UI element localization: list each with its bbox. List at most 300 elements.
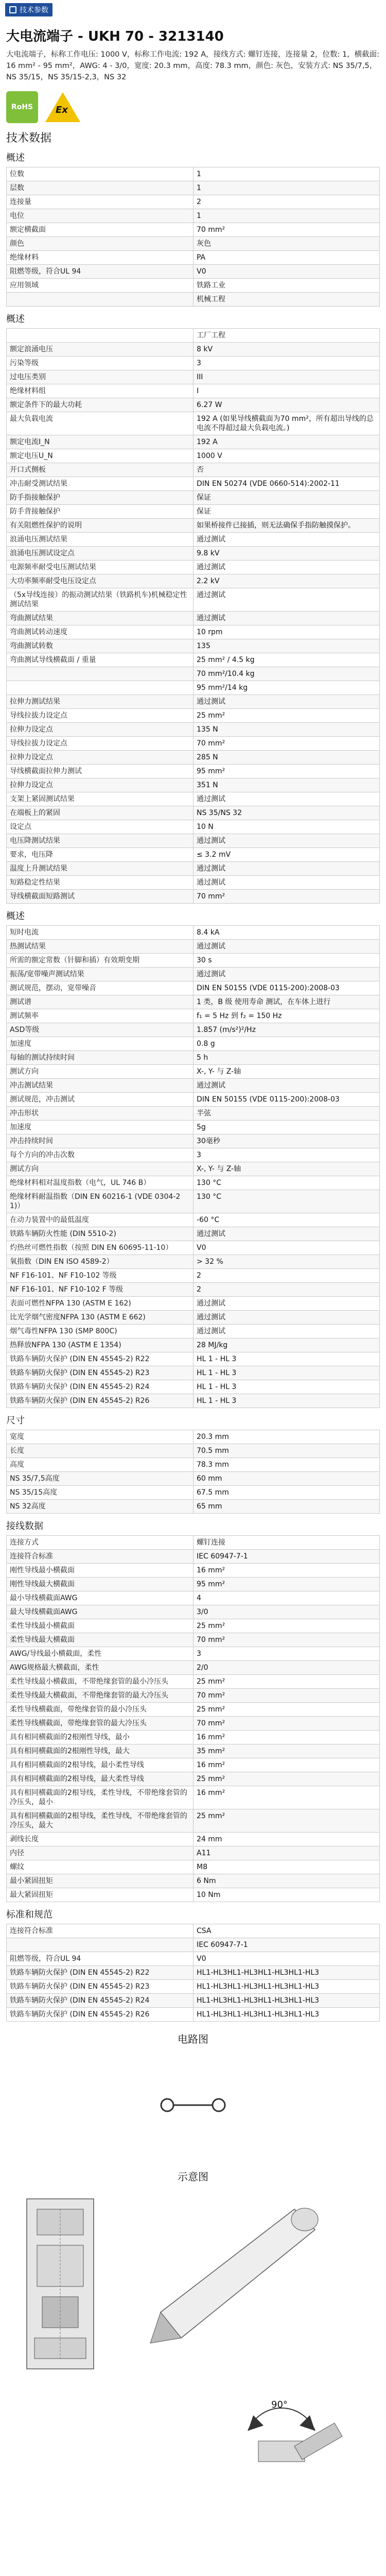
spec-value: 25 mm² (194, 1772, 380, 1786)
spec-value: 25 mm² (194, 1703, 380, 1717)
table-row (7, 1190, 380, 1213)
terminal-block-drawing (27, 2199, 94, 2369)
table-row (7, 1966, 380, 1980)
spec-value: NS 35/NS 32 (194, 806, 380, 820)
spec-key: 测试频率 (7, 1009, 194, 1023)
spec-key: 防手背接触保护 (7, 505, 194, 519)
spec-key: 导线横截面短路测试 (7, 890, 194, 904)
spec-key: 铁路车辆防火保护 (DIN EN 45545-2) R23 (7, 1366, 194, 1380)
tech-params-badge[interactable] (5, 3, 52, 16)
spec-value: 135 N (194, 723, 380, 737)
table-row (7, 588, 380, 612)
spec-value: HL1-HL3HL1-HL3HL1-HL3HL1-HL3 (194, 2008, 380, 2022)
spec-value: 70 mm² (194, 737, 380, 751)
spec-value: 70 mm² (194, 890, 380, 904)
table-row (7, 547, 380, 561)
table-row (7, 477, 380, 491)
table-row (7, 1430, 380, 1444)
spec-key: 弯曲测试转动速度 (7, 625, 194, 639)
table-row (7, 1619, 380, 1633)
spec-key: 铁路车辆防火保护 (DIN EN 45545-2) R24 (7, 1380, 194, 1394)
spec-value: 1 类，B 级 使用寿命 测试，在车体上进行 (194, 995, 380, 1009)
spec-key: 在动力装置中的最低温度 (7, 1213, 194, 1227)
spec-key: 短时电流 (7, 926, 194, 940)
spec-value: 通过测试 (194, 792, 380, 806)
spec-key: 电位 (7, 209, 194, 223)
spec-key: 连接方式 (7, 1536, 194, 1550)
table-row (7, 1107, 380, 1121)
schematic-svg (6, 2189, 380, 2477)
spec-value: DIN EN 50274 (VDE 0660-514):2002-11 (194, 477, 380, 491)
spec-value: 5 h (194, 1051, 380, 1065)
spec-value: 1 (194, 209, 380, 223)
spec-key: 具有相同横截面的2根导线，柔性导线，不带绝缘套管的冷压头，最小 (7, 1786, 194, 1809)
table-row (7, 1079, 380, 1093)
spec-value: -60 °C (194, 1213, 380, 1227)
spec-key: 高度 (7, 1458, 194, 1472)
spec-key: 铁路车辆防火保护 (DIN EN 45545-2) R24 (7, 1994, 194, 2008)
spec-key: 导线拉拔力设定点 (7, 709, 194, 723)
spec-key: 刚性导线最小横截面 (7, 1564, 194, 1578)
spec-key: 柔性导线最大横截面 (7, 1633, 194, 1647)
spec-value: 95 mm² (194, 1578, 380, 1591)
spec-key: 测试谱 (7, 995, 194, 1009)
spec-key: 最大紧固扭矩 (7, 1888, 194, 1902)
spec-key: 铁路车辆防火保护 (DIN EN 45545-2) R22 (7, 1966, 194, 1980)
spec-value: 否 (194, 463, 380, 477)
spec-key: 烟气毒性NFPA 130 (SMP 800C) (7, 1325, 194, 1338)
spec-key: 拉伸力设定点 (7, 778, 194, 792)
table-row (7, 412, 380, 435)
spec-key: 铁路车辆防火保护 (DIN EN 45545-2) R22 (7, 1352, 194, 1366)
spec-key: 柔性导线横截面，带绝缘套管的最小冷压头 (7, 1703, 194, 1717)
table-row (7, 561, 380, 574)
table-row (7, 1148, 380, 1162)
spec-key: 铁路车辆防火保护 (DIN EN 45545-2) R26 (7, 2008, 194, 2022)
spec-value: 2 (194, 1269, 380, 1283)
spec-value: 30毫秒 (194, 1134, 380, 1148)
spec-key: 绝缘材料耐温指数（DIN EN 60216-1 (VDE 0304-21)） (7, 1190, 194, 1213)
table-row (7, 1311, 380, 1325)
spec-key: 测试方向 (7, 1065, 194, 1079)
table-row (7, 384, 380, 398)
spec-value: 通过测试 (194, 834, 380, 848)
spec-key: 加速度 (7, 1121, 194, 1134)
spec-key: 位数 (7, 167, 194, 181)
table-row (7, 279, 380, 293)
spec-key: 大功率频率耐受电压设定点 (7, 574, 194, 588)
spec-key: 拉伸力设定点 (7, 723, 194, 737)
spec-key: 要求，电压降 (7, 848, 194, 862)
spec-key: （5x导线连接）的振动测试结果（铁路机车)机械稳定性测试结果 (7, 588, 194, 612)
spec-key: 测试方向 (7, 1162, 194, 1176)
spec-value: 通过测试 (194, 612, 380, 625)
spec-value: V0 (194, 1241, 380, 1255)
table-row (7, 1394, 380, 1408)
spec-key: 具有相同横截面的2根刚性导线，最大 (7, 1744, 194, 1758)
spec-value: X-, Y- 与 Z-轴 (194, 1065, 380, 1079)
table-row (7, 1093, 380, 1107)
table-row (7, 848, 380, 862)
spec-value: 192 A (194, 435, 380, 449)
spec-value: I (194, 384, 380, 398)
tech-data-heading: 技术数据 (6, 132, 52, 145)
table-row (7, 1860, 380, 1874)
spec-value: 1 (194, 181, 380, 195)
spec-value: 10 rpm (194, 625, 380, 639)
table-row (7, 834, 380, 848)
table-row (7, 709, 380, 723)
spec-value: 3 (194, 357, 380, 370)
table-row (7, 1578, 380, 1591)
spec-key: 宽度 (7, 1430, 194, 1444)
spec-value: 如果桥接件已接插，则无法确保手指防触摸保护。 (194, 519, 380, 533)
spec-value: 16 mm² (194, 1564, 380, 1578)
spec-value: 25 mm² (194, 709, 380, 723)
section-heading: 概述 (6, 152, 25, 163)
spec-value: 螺钉连接 (194, 1536, 380, 1550)
certification-logos (6, 91, 380, 123)
spec-key: 在端板上的紧固 (7, 806, 194, 820)
spec-value: 2/0 (194, 1661, 380, 1675)
spec-value: IEC 60947-7-1 (194, 1550, 380, 1564)
spec-value: 6.27 W (194, 398, 380, 412)
spec-value: 70 mm² (194, 1717, 380, 1731)
spec-key: 颜色 (7, 237, 194, 251)
spec-value: 通过测试 (194, 588, 380, 612)
spec-key: 防手指接触保护 (7, 491, 194, 505)
table-row (7, 792, 380, 806)
table-row (7, 1661, 380, 1675)
spec-value: 285 N (194, 751, 380, 765)
table-row (7, 1924, 380, 1938)
table-row (7, 1121, 380, 1134)
table-row (7, 505, 380, 519)
section-heading: 接线数据 (6, 1521, 43, 1532)
spec-value: III (194, 370, 380, 384)
table-row (7, 1809, 380, 1833)
spec-key: 导线横截面拉伸力测试 (7, 765, 194, 778)
badge-label: 技术参数 (20, 6, 48, 14)
spec-value: 工厂工程 (194, 329, 380, 343)
spec-value: 70.5 mm (194, 1444, 380, 1458)
spec-key: 热测试结果 (7, 940, 194, 954)
table-row (7, 2008, 380, 2022)
spec-key: 温度上升测试结果 (7, 862, 194, 876)
spec-key: 开口式侧板 (7, 463, 194, 477)
spec-key: 额定电流I_N (7, 435, 194, 449)
spec-key: 振荡/宽带噪声测试结果 (7, 968, 194, 981)
table-row (7, 1888, 380, 1902)
spec-sections (0, 150, 386, 2022)
spec-value: ≤ 3.2 mV (194, 848, 380, 862)
table-row (7, 1176, 380, 1190)
spec-key: 冲击持续时间 (7, 1134, 194, 1148)
spec-value: 10 N (194, 820, 380, 834)
spec-value: 95 mm²/14 kg (194, 681, 380, 695)
table-row (7, 1874, 380, 1888)
spec-key: 电压降测试结果 (7, 834, 194, 848)
spec-value: 1.857 (m/s²)²/Hz (194, 1023, 380, 1037)
spec-key: 应用领域 (7, 279, 194, 293)
spec-key: 弯曲测试结果 (7, 612, 194, 625)
spec-key: ASD等级 (7, 1023, 194, 1037)
table-row (7, 1338, 380, 1352)
table-row (7, 195, 380, 209)
table-row (7, 1703, 380, 1717)
spec-value: V0 (194, 265, 380, 279)
table-row (7, 251, 380, 265)
spec-key: 具有相同横截面的2根导线，最大柔性导线 (7, 1772, 194, 1786)
spec-key: 具有相同横截面的2根刚性导线，最小 (7, 1731, 194, 1744)
spec-key: 浪涌电压测试设定点 (7, 547, 194, 561)
spec-value: 通过测试 (194, 1311, 380, 1325)
spec-key: 连接量 (7, 195, 194, 209)
table-row (7, 265, 380, 279)
spec-value: 9.8 kV (194, 547, 380, 561)
spec-key (7, 293, 194, 307)
spec-key: 螺纹 (7, 1860, 194, 1874)
table-row (7, 765, 380, 778)
spec-value: 24 mm (194, 1833, 380, 1846)
table-row (7, 625, 380, 639)
spec-key: NF F16-101、NF F10-102 F 等级 (7, 1283, 194, 1297)
spec-value: 4 (194, 1591, 380, 1605)
table-row (7, 681, 380, 695)
table-row (7, 1009, 380, 1023)
spec-key: 短路稳定性结果 (7, 876, 194, 890)
spec-key: 污染等级 (7, 357, 194, 370)
spec-table (6, 167, 380, 307)
spec-value: 20.3 mm (194, 1430, 380, 1444)
table-row (7, 1731, 380, 1744)
spec-key: 浪涌电压测试结果 (7, 533, 194, 547)
table-row (7, 1366, 380, 1380)
table-row (7, 940, 380, 954)
spec-value: 65 mm (194, 1500, 380, 1514)
table-row (7, 1297, 380, 1311)
table-row (7, 1023, 380, 1037)
spec-key: 热释放NFPA 130 (ASTM E 1354) (7, 1338, 194, 1352)
table-row (7, 1213, 380, 1227)
spec-value: 16 mm² (194, 1731, 380, 1744)
table-row (7, 1486, 380, 1500)
spec-value: 25 mm² / 4.5 kg (194, 653, 380, 667)
spec-value: 灰色 (194, 237, 380, 251)
spec-value: HL 1 - HL 3 (194, 1352, 380, 1366)
table-row (7, 876, 380, 890)
section-heading: 概述 (6, 911, 25, 922)
spec-key: 阻燃等级，符合UL 94 (7, 1952, 194, 1966)
spec-key: 柔性导线横截面，带绝缘套管的最大冷压头 (7, 1717, 194, 1731)
spec-value: 30 s (194, 954, 380, 968)
spec-value: 5g (194, 1121, 380, 1134)
spec-value: 16 mm² (194, 1758, 380, 1772)
spec-value: 0.8 g (194, 1037, 380, 1051)
spec-key: 最大负载电流 (7, 412, 194, 435)
spec-key: 连接符合标准 (7, 1924, 194, 1938)
table-row (7, 1283, 380, 1297)
spec-key: 冲击耐受测试结果 (7, 477, 194, 491)
table-row (7, 1037, 380, 1051)
spec-value: 2.2 kV (194, 574, 380, 588)
spec-key (7, 667, 194, 681)
spec-key: 测试规范，冲击测试 (7, 1093, 194, 1107)
table-row (7, 954, 380, 968)
terminal-left-icon (161, 2099, 173, 2111)
spec-value: 25 mm² (194, 1675, 380, 1689)
spec-value: 192 A (如果导线横截面为70 mm²，所有超出导线的总电流不得超过最大负载电流。) (194, 412, 380, 435)
table-row (7, 1500, 380, 1514)
spec-table (6, 925, 380, 1408)
table-row (7, 1065, 380, 1079)
circuit-diagram-title: 电路图 (178, 2033, 208, 2045)
terminal-right-icon (213, 2099, 225, 2111)
table-row (7, 1241, 380, 1255)
table-row (7, 1536, 380, 1550)
spec-value: 25 mm² (194, 1619, 380, 1633)
spec-key: 连接符合标准 (7, 1550, 194, 1564)
spec-value: 8 kV (194, 343, 380, 357)
spec-value: 通过测试 (194, 533, 380, 547)
spec-key: 比光学烟气密度NFPA 130 (ASTM E 662) (7, 1311, 194, 1325)
table-row (7, 435, 380, 449)
spec-table (6, 1924, 380, 2022)
table-row (7, 167, 380, 181)
spec-value: 半弦 (194, 1107, 380, 1121)
table-row (7, 343, 380, 357)
spec-value: 70 mm² (194, 223, 380, 237)
spec-key: 有关阻燃性保护的说明 (7, 519, 194, 533)
table-row (7, 1605, 380, 1619)
table-row (7, 1772, 380, 1786)
table-row (7, 357, 380, 370)
section-heading: 概述 (6, 314, 25, 325)
table-row (7, 574, 380, 588)
spec-value: 机械工程 (194, 293, 380, 307)
table-row (7, 926, 380, 940)
table-row (7, 737, 380, 751)
spec-key: 额定条件下的最大功耗 (7, 398, 194, 412)
circuit-diagram (85, 2051, 301, 2159)
spec-value: 3 (194, 1647, 380, 1661)
spec-value: 通过测试 (194, 1079, 380, 1093)
spec-key: 长度 (7, 1444, 194, 1458)
spec-value: X-, Y- 与 Z-轴 (194, 1162, 380, 1176)
spec-key: 支架上紧固测试结果 (7, 792, 194, 806)
spec-key: 绝缘材料组 (7, 384, 194, 398)
spec-key: 具有相同横截面的2根导线，柔性导线，不带绝缘套管的冷压头，最大 (7, 1809, 194, 1833)
table-row (7, 695, 380, 709)
schematic-drawing (6, 2189, 380, 2477)
table-row (7, 209, 380, 223)
spec-key: 弯曲测试导线横截面 / 重量 (7, 653, 194, 667)
table-row (7, 329, 380, 343)
table-row (7, 1134, 380, 1148)
spec-value: 78.3 mm (194, 1458, 380, 1472)
table-row (7, 862, 380, 876)
table-row (7, 1833, 380, 1846)
spec-value: HL1-HL3HL1-HL3HL1-HL3HL1-HL3 (194, 1966, 380, 1980)
spec-key: 刚性导线最大横截面 (7, 1578, 194, 1591)
spec-key: 额定电压U_N (7, 449, 194, 463)
table-row (7, 181, 380, 195)
spec-key: 每个方向的冲击次数 (7, 1148, 194, 1162)
table-row (7, 1717, 380, 1731)
spec-key: AWG/导线最小横截面，柔性 (7, 1647, 194, 1661)
bend-angle-drawing (248, 2399, 342, 2462)
spec-value: 2 (194, 1283, 380, 1297)
spec-key: 柔性导线最小横截面，不带绝缘套管的最小冷压头 (7, 1675, 194, 1689)
spec-key: 铁路车辆防火保护 (DIN EN 45545-2) R23 (7, 1980, 194, 1994)
spec-key: 灼热丝可燃性指数（按照 DIN EN 60695-11-10） (7, 1241, 194, 1255)
spec-key: NS 35/7,5高度 (7, 1472, 194, 1486)
table-row (7, 293, 380, 307)
table-row (7, 449, 380, 463)
table-row (7, 1846, 380, 1860)
table-row (7, 1591, 380, 1605)
spec-key (7, 1938, 194, 1952)
table-row (7, 1938, 380, 1952)
table-row (7, 639, 380, 653)
spec-value: CSA (194, 1924, 380, 1938)
table-row (7, 1352, 380, 1366)
spec-key: 柔性导线最小横截面 (7, 1619, 194, 1633)
spec-value: DIN EN 50155 (VDE 0115-200):2008-03 (194, 981, 380, 995)
spec-key: 具有相同横截面的2根导线，最小柔性导线 (7, 1758, 194, 1772)
spec-key: 内径 (7, 1846, 194, 1860)
spec-key: 设定点 (7, 820, 194, 834)
spec-key: 过电压类别 (7, 370, 194, 384)
schematic-title: 示意图 (178, 2171, 208, 2183)
spec-value: IEC 60947-7-1 (194, 1938, 380, 1952)
spec-key: NF F16-101、NF F10-102 等级 (7, 1269, 194, 1283)
table-row (7, 820, 380, 834)
spec-key: 所需的额定常数（针脚和插）有效期变期 (7, 954, 194, 968)
table-row (7, 519, 380, 533)
bend-angle-label: 90° (271, 2399, 288, 2410)
spec-value: 35 mm² (194, 1744, 380, 1758)
spec-value: PA (194, 251, 380, 265)
spec-key: NS 32高度 (7, 1500, 194, 1514)
spec-value: 通过测试 (194, 862, 380, 876)
spec-value: 16 mm² (194, 1786, 380, 1809)
table-row (7, 1758, 380, 1772)
table-row (7, 890, 380, 904)
spec-key: 阻燃等级，符合UL 94 (7, 265, 194, 279)
spec-value: 3/0 (194, 1605, 380, 1619)
table-row (7, 237, 380, 251)
table-row (7, 1633, 380, 1647)
spec-value: 通过测试 (194, 940, 380, 954)
spec-table (6, 328, 380, 904)
table-row (7, 751, 380, 765)
spec-key: 导线拉拔力设定点 (7, 737, 194, 751)
spec-key: 柔性导线最大横截面，不带绝缘套管的最大冷压头 (7, 1689, 194, 1703)
spec-key: 铁路车辆防火保护 (DIN EN 45545-2) R26 (7, 1394, 194, 1408)
table-row (7, 1952, 380, 1966)
table-row (7, 370, 380, 384)
spec-key: 电源频率耐受电压测试结果 (7, 561, 194, 574)
table-row (7, 398, 380, 412)
spec-key: AWG规格最大横截面，柔性 (7, 1661, 194, 1675)
table-row (7, 1675, 380, 1689)
spec-value: 130 °C (194, 1190, 380, 1213)
spec-key: 剥线长度 (7, 1833, 194, 1846)
spec-value: 6 Nm (194, 1874, 380, 1888)
table-row (7, 1162, 380, 1176)
product-title: 大电流端子 - UKH 70 - 3213140 (6, 29, 224, 44)
